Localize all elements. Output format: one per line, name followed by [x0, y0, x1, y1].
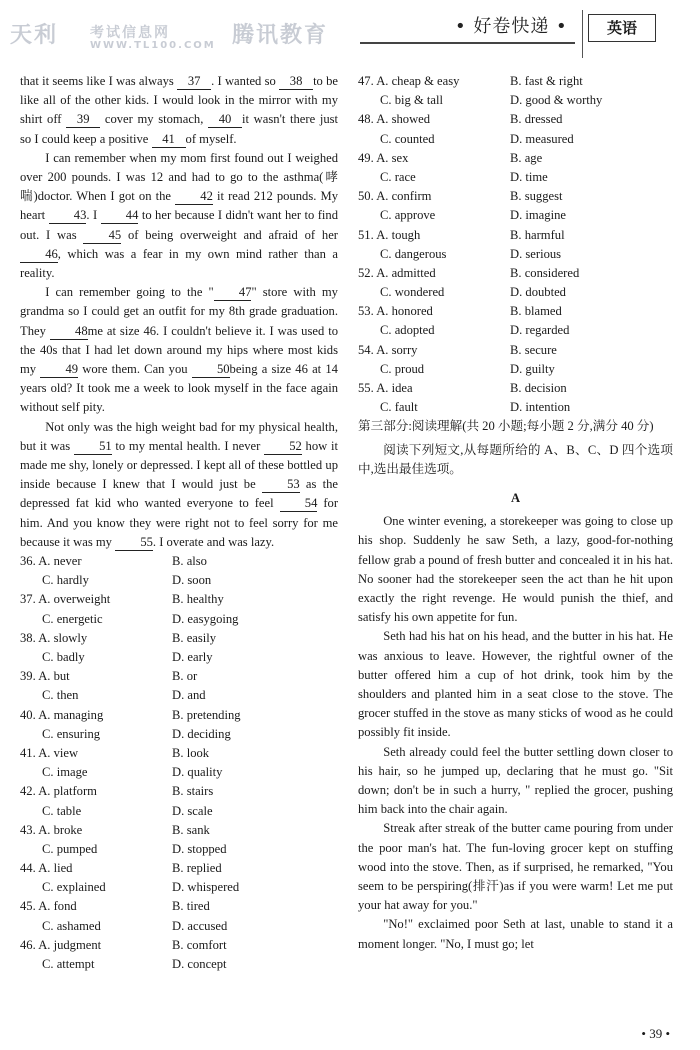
option-choice: D. imagine: [510, 208, 566, 223]
option-choice: C. explained: [42, 880, 106, 895]
left-column: [20, 72, 338, 974]
option-row: [20, 840, 338, 859]
option-row: [20, 878, 338, 897]
watermark-url: WWW.TL100.COM: [90, 40, 216, 51]
option-choice: D. soon: [172, 573, 212, 588]
option-choice: 41. A. view: [20, 745, 79, 760]
blank: 37: [177, 74, 211, 90]
option-choice: C. wondered: [380, 285, 445, 300]
blank: 44: [101, 208, 139, 224]
page-number: • 39 •: [641, 1026, 670, 1041]
option-choice: D. deciding: [172, 726, 231, 741]
option-choice: B. tired: [172, 899, 210, 914]
page-header: [0, 0, 700, 62]
option-choice: 50. A. confirm: [358, 189, 432, 204]
passage-paragraph: I can remember going to the " 47" store with my grandma so I could get an outfit for my 8th grade graduation. They 48me at size 46. I couldn't believe it. I was used to the 40s that I had let down around my hips where most kids my 49 wore them. Can you 50being a size 46 at 14 years old? It took me a week to look myself in the face again without self pity.: [20, 285, 338, 415]
option-row: [20, 552, 338, 571]
right-column: [358, 72, 673, 954]
option-choice: 54. A. sorry: [358, 342, 418, 357]
blank: 54: [280, 496, 318, 512]
option-choice: C. energetic: [42, 611, 103, 626]
option-choice: 52. A. admitted: [358, 265, 436, 280]
blank: 45: [83, 228, 121, 244]
option-row: [20, 667, 338, 686]
option-choice: B. harmful: [510, 227, 565, 242]
option-row: [20, 763, 338, 782]
options-list: [20, 552, 338, 974]
header-divider: [360, 42, 575, 44]
option-row: [358, 168, 673, 187]
option-choice: C. counted: [380, 131, 435, 146]
option-choice: 48. A. showed: [358, 112, 431, 127]
option-choice: 40. A. managing: [20, 707, 104, 722]
option-choice: 55. A. idea: [358, 381, 413, 395]
option-row: [358, 226, 673, 245]
option-choice: C. proud: [380, 361, 425, 376]
option-choice: D. guilty: [510, 361, 555, 376]
section-instructions: 阅读下列短文,从每题所给的 A、B、C、D 四个选项中,选出最佳选项。: [358, 442, 673, 476]
option-choice: B. easily: [172, 630, 217, 645]
option-row: [20, 897, 338, 916]
passage-paragraph: that it seems like I was always 37 . I wanted so 38 to be like all of the other kids. I would look in the mirror with my shirt off 39 cover my stomach, 40 it wasn't there just so I could keep a positive 41 of myself.: [20, 74, 339, 146]
option-row: [20, 936, 338, 955]
option-choice: 42. A. platform: [20, 784, 97, 799]
option-choice: C. approve: [380, 208, 436, 223]
blank: 52: [264, 439, 302, 455]
option-row: [20, 686, 338, 705]
option-row: [20, 744, 338, 763]
option-choice: 38. A. slowly: [20, 630, 88, 645]
option-choice: B. secure: [510, 342, 557, 357]
option-choice: 51. A. tough: [358, 227, 421, 242]
passage-paragraph: "No!" exclaimed poor Seth at last, unable to stand it a moment longer. "No, I must go; let: [358, 917, 673, 951]
blank: 47: [214, 285, 252, 301]
option-choice: 37. A. overweight: [20, 592, 111, 607]
option-row: [358, 91, 673, 110]
reading-passage: [358, 512, 673, 954]
option-choice: 44. A. lied: [20, 861, 73, 876]
option-choice: B. fast & right: [510, 74, 583, 88]
blank: 55: [115, 535, 153, 551]
option-choice: C. ensuring: [42, 726, 101, 741]
option-choice: D. quality: [172, 765, 223, 780]
option-choice: 39. A. but: [20, 669, 70, 684]
option-choice: C. hardly: [42, 573, 89, 588]
option-choice: 43. A. broke: [20, 822, 83, 837]
option-row: [358, 341, 673, 360]
blank: 39: [66, 112, 100, 128]
option-choice: C. ashamed: [42, 918, 101, 933]
option-choice: D. whispered: [172, 880, 240, 895]
option-choice: C. big & tall: [380, 93, 443, 108]
option-choice: D. measured: [510, 131, 574, 146]
option-choice: D. regarded: [510, 323, 570, 338]
option-row: [20, 782, 338, 801]
option-choice: C. attempt: [42, 957, 95, 972]
blank: 50: [192, 362, 230, 378]
option-choice: B. sank: [172, 822, 210, 837]
option-choice: D. intention: [510, 400, 571, 415]
option-choice: 53. A. honored: [358, 304, 433, 319]
option-row: [20, 821, 338, 840]
option-choice: D. scale: [172, 803, 213, 818]
option-row: [20, 802, 338, 821]
option-choice: C. adopted: [380, 323, 435, 338]
option-row: [20, 706, 338, 725]
option-choice: D. easygoing: [172, 611, 239, 626]
option-choice: B. or: [172, 669, 198, 684]
option-choice: B. stairs: [172, 784, 214, 799]
option-row: [358, 72, 673, 91]
option-choice: D. early: [172, 650, 213, 665]
option-choice: C. image: [42, 765, 88, 780]
option-row: [358, 321, 673, 340]
watermark-text: 腾讯教育: [232, 23, 329, 48]
option-choice: B. look: [172, 745, 210, 760]
option-choice: D. time: [510, 169, 548, 184]
option-choice: B. dressed: [510, 112, 563, 127]
subject-label: 英语: [588, 14, 656, 42]
blank: 49: [40, 362, 78, 378]
option-choice: B. suggest: [510, 189, 563, 204]
option-choice: B. pretending: [172, 707, 241, 722]
blank: 42: [175, 189, 213, 205]
header-vertical-divider: [582, 10, 583, 58]
passage-paragraph: Seth had his hat on his head, and the butter in his hat. He was anxious to leave. However, the rightful owner of the butter offered him a cup of hot drink, took him by the shoulders and planted him in a seat close to the stove. The grocer stuffed in the stove as many sticks of wood as he could possibly fit inside.: [358, 629, 673, 740]
passage-paragraph: One winter evening, a storekeeper was going to close up his shop. Suddenly he saw Seth, a lazy, good-for-nothing fellow grab a pound of fresh butter and concealed it in his hat. No sooner had the storekeeper seen the act than he hit upon exactly the right revenge. He would punish the thief, and satisfy his own appetite for fun.: [358, 514, 673, 625]
option-row: [358, 245, 673, 264]
watermark-text: 考试信息网: [90, 25, 170, 41]
passage-paragraph: Seth already could feel the butter settling down closer to his hair, so he jumped up, declaring that he must go. "Sit down; don't be in such a hurry, " replied the grocer, pushing him back into the chair again.: [358, 744, 673, 817]
option-choice: B. healthy: [172, 592, 224, 607]
option-row: [358, 379, 673, 398]
watermark-logo: 天利: [10, 23, 59, 48]
option-row: [20, 629, 338, 648]
section-heading: 第三部分:阅读理解(共 20 小题;每小题 2 分,满分 40 分): [358, 419, 654, 434]
passage-label: A: [510, 490, 521, 505]
option-row: [20, 571, 338, 590]
blank: 51: [74, 439, 112, 455]
option-row: [20, 590, 338, 609]
option-choice: D. concept: [172, 957, 227, 972]
option-row: [358, 360, 673, 379]
blank: 43: [49, 208, 87, 224]
option-choice: D. stopped: [172, 841, 227, 856]
option-row: [20, 917, 338, 936]
option-choice: B. also: [172, 554, 207, 569]
option-row: [20, 955, 338, 974]
option-row: [20, 859, 338, 878]
blank: 41: [152, 132, 186, 148]
option-choice: B. considered: [510, 265, 580, 280]
option-row: [358, 283, 673, 302]
option-choice: C. fault: [380, 400, 418, 415]
passage-paragraph: Streak after streak of the butter came pouring from under the poor man's hat. The fun-loving grocer kept on stuffing wood into the stove. Then, as if surprised, he remarked, "You seem to be perspiring(排汗)as if you were warm! Let me put your hat away for you.": [358, 821, 673, 913]
blank: 48: [50, 324, 88, 340]
blank: 53: [262, 477, 300, 493]
blank: 38: [279, 74, 313, 90]
option-choice: 46. A. judgment: [20, 937, 102, 952]
option-choice: 49. A. sex: [358, 150, 409, 165]
option-choice: 47. A. cheap & easy: [358, 74, 460, 88]
option-row: [358, 302, 673, 321]
option-choice: B. decision: [510, 381, 567, 395]
option-choice: C. pumped: [42, 841, 98, 856]
option-choice: D. accused: [172, 918, 228, 933]
option-choice: B. comfort: [172, 937, 227, 952]
passage-paragraph: Not only was the high weight bad for my physical health, but it was 51 to my mental health. I never 52 how it made me shy, lonely or depressed. I kept all of these bottled up inside because I knew that I would just be 53 as the depressed fat kid who wanted everyone to feel 54 for him. And you know they were right not to feel sorry for me because it was my 55. I overate and was lazy.: [20, 419, 339, 549]
option-choice: C. then: [42, 688, 79, 703]
option-choice: B. replied: [172, 861, 222, 876]
option-row: [20, 725, 338, 744]
option-choice: D. and: [172, 688, 206, 703]
option-row: [358, 206, 673, 225]
option-choice: C. table: [42, 803, 82, 818]
passage-paragraph: I can remember when my mom first found out I weighed over 200 pounds. I was 12 and had to go to the asthma(哮喘)doctor. When I got on the 42 it read 212 pounds. My heart 43. I 44 to her because I didn't want her to find out. I was 45 of being overweight and afraid of her 46, which was a fear in my own mind rather than a reality.: [20, 150, 338, 281]
option-row: [358, 149, 673, 168]
option-choice: C. race: [380, 169, 416, 184]
option-row: [358, 130, 673, 149]
option-choice: C. badly: [42, 650, 85, 665]
option-choice: D. doubted: [510, 285, 566, 300]
option-row: [358, 398, 673, 417]
option-row: [358, 187, 673, 206]
option-choice: B. blamed: [510, 304, 562, 319]
option-choice: 36. A. never: [20, 554, 82, 569]
option-choice: C. dangerous: [380, 246, 447, 261]
option-row: [20, 610, 338, 629]
option-row: [358, 110, 673, 129]
page-header-title: • 好卷快递 •: [455, 16, 568, 37]
option-choice: D. serious: [510, 246, 562, 261]
option-row: [358, 264, 673, 283]
option-row: [20, 648, 338, 667]
blank: 46: [20, 247, 58, 263]
blank: 40: [208, 112, 242, 128]
option-choice: D. good & worthy: [510, 93, 603, 108]
options-list: [358, 72, 673, 417]
option-choice: B. age: [510, 150, 543, 165]
option-choice: 45. A. fond: [20, 899, 77, 914]
